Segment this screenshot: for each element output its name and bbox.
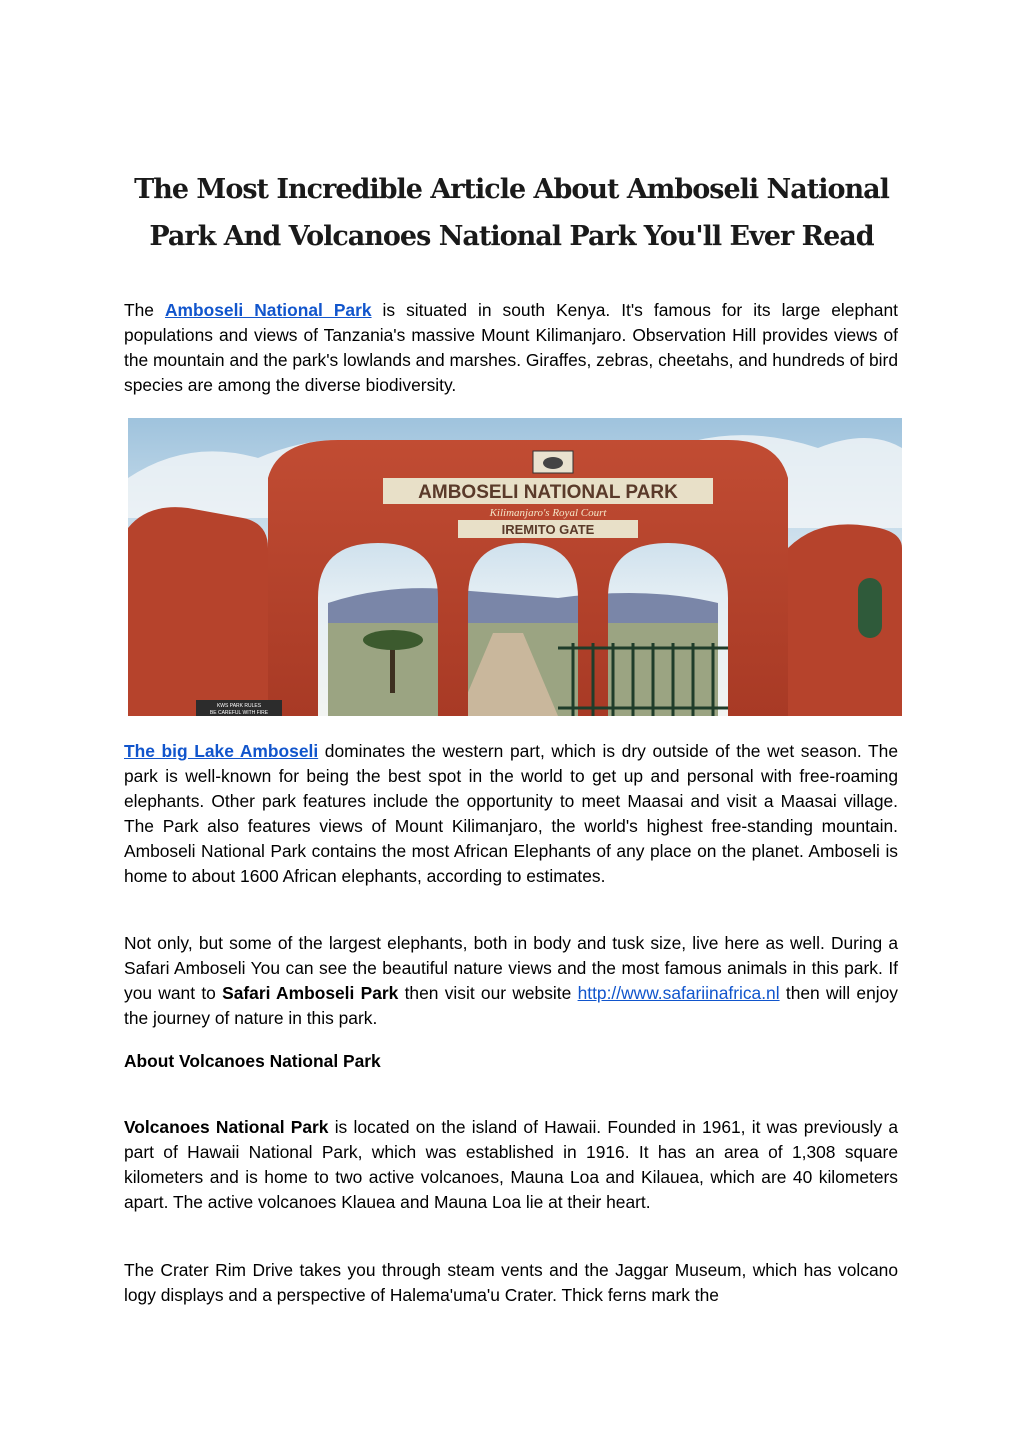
left-tower bbox=[128, 507, 268, 716]
amboseli-national-park-link[interactable]: Amboseli National Park bbox=[164, 300, 372, 320]
safari-text-after: then will enjoy the journey of nature in this park. bbox=[124, 983, 898, 1028]
volcanoes-national-park-bold: Volcanoes National Park bbox=[124, 1117, 329, 1137]
safari-amboseli-park-bold: Safari Amboseli Park bbox=[222, 983, 399, 1003]
intro-text-before: The bbox=[124, 300, 165, 320]
right-tower bbox=[788, 524, 902, 716]
paragraph-volcanoes bbox=[124, 1115, 898, 1215]
intro-text-after: is situated in south Kenya. It's famous for its large elephant populations and views of Tanzania's massive Mount Kilimanjaro. Observation Hill provides views of the mountain and the park's lowlands and marshes. Giraffes, zebras, cheetahs, and hundreds of bird species are among the diverse biodiversity. bbox=[124, 300, 898, 395]
paragraph-lake-amboseli bbox=[124, 739, 898, 889]
safari-text-middle: then visit our website bbox=[398, 983, 578, 1003]
royal-court-text: Kilimanjaro's Royal Court bbox=[489, 507, 607, 519]
safari-text-before: Not only, but some of the largest elephants, both in body and tusk size, live here as well. During a Safari Amboseli You can see the beautiful nature views and the most famous animals in this park. If you want to bbox=[124, 933, 898, 1003]
big-lake-amboseli-link[interactable]: The big Lake Amboseli bbox=[124, 741, 319, 761]
gate-name-text: IREMITO GATE bbox=[501, 522, 595, 537]
paragraph-safari bbox=[124, 931, 898, 1031]
gate-illustration bbox=[128, 418, 902, 716]
volcanoes-text-after: is located on the island of Hawaii. Founded in 1961, it was previously a part of Hawaii National Park, which was established in 1916. It has an area of 1,308 square kilometers and is home to two active volcanoes, Mauna Loa and Kilauea, which are 40 kilometers apart. The active volcanoes Klauea and Mauna Loa lie at their heart. bbox=[124, 1117, 898, 1212]
lake-text-after: dominates the western part, which is dry outside of the wet season. The park is well-known for being the best spot in the world to get up and personal with free-roaming elephants. Other park features include the opportunity to meet Maasai and visit a Maasai village. The Park also features views of Mount Kilimanjaro, the world's highest free-standing mountain. Amboseli National Park contains the most African Elephants of any place on the planet. Amboseli is home to about 1600 African elephants, according to estimates. bbox=[124, 741, 898, 886]
website-link[interactable]: http://www.safariinafrica.nl bbox=[577, 983, 780, 1003]
amboseli-gate-photo bbox=[128, 418, 902, 716]
article-title: The Most Incredible Article About Amboseli National Park And Volcanoes National Park You'll Ever Read bbox=[134, 174, 889, 252]
volcanoes-section-heading: About Volcanoes National Park bbox=[124, 1051, 381, 1071]
park-rules-text: KWS PARK RULES bbox=[216, 703, 262, 709]
park-rules-subtext: BE CAREFUL WITH FIRE bbox=[209, 710, 269, 716]
tower-window bbox=[858, 578, 882, 638]
paragraph-crater-rim: The Crater Rim Drive takes you through steam vents and the Jaggar Museum, which has volcano logy displays and a perspective of Halema'uma'u Crater. Thick ferns mark the bbox=[124, 1260, 898, 1305]
paragraph-intro bbox=[124, 298, 898, 398]
acacia-tree bbox=[363, 630, 423, 650]
park-sign-text: AMBOSELI NATIONAL PARK bbox=[418, 482, 678, 503]
